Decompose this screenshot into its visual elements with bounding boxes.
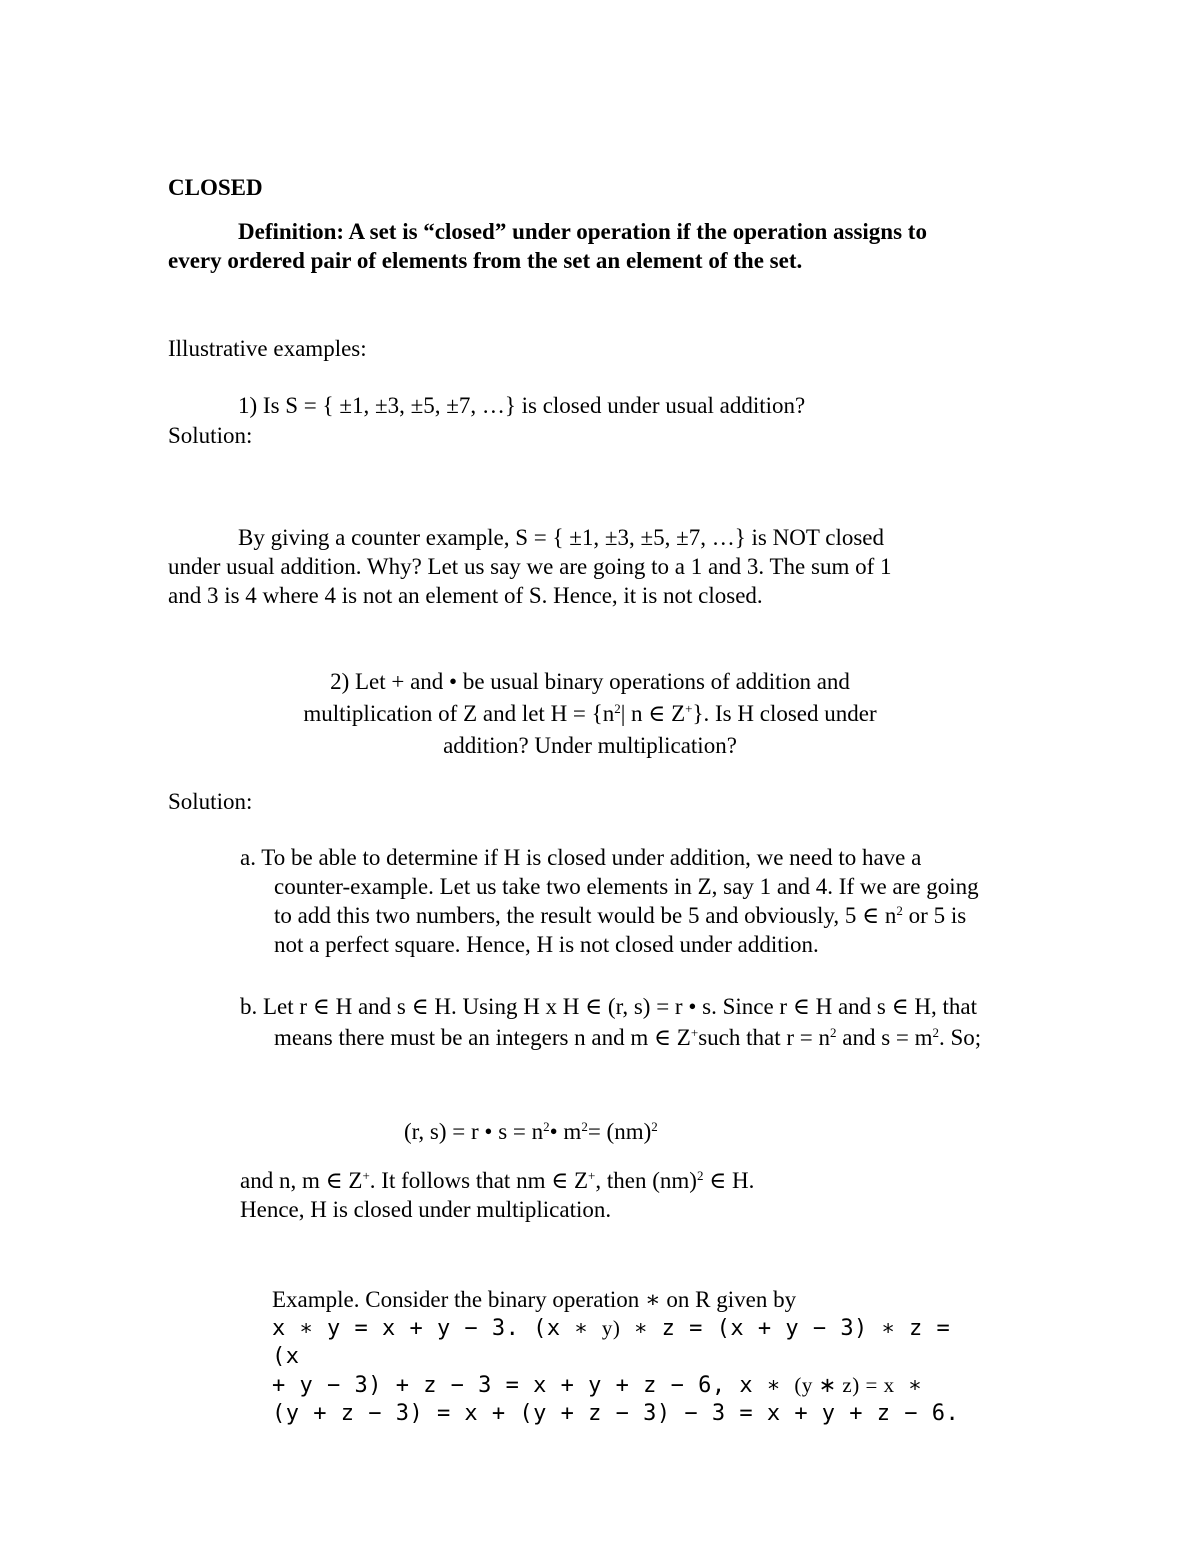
- example3-math-line1: x ∗ y = x + y − 3. (x ∗ y) ∗ z = (x + y − 3) ∗ z = (x: [272, 1316, 951, 1369]
- example2-conclusion-line2: Hence, H is closed under multiplication.: [240, 1197, 612, 1222]
- illustrative-heading: Illustrative examples:: [168, 336, 367, 361]
- example2-part-b: b. Let r ∈ H and s ∈ H. Using H x H ∈ (r, s) = r • s. Since r ∈ H and s ∈ H, that means there must be an integers n and m ∈ Z+such that $r = n^2$ and $s = m^2$. So;: [240, 994, 982, 1050]
- example1-question: 1) Is S = { ±1, ±3, ±5, ±7, …} is closed under usual addition?: [238, 393, 806, 418]
- example2-question-line2: multiplication of Z and let $H = \{n^2|$ n ∈ Z+}. Is H closed under: [303, 701, 877, 726]
- page-title: CLOSED: [168, 175, 263, 200]
- example3-math-line2: + y − 3) + z − 3 = x + y + z − 6, x ∗ (y ∗ z) = x ∗: [272, 1373, 923, 1398]
- example1-solution-label: Solution:: [168, 423, 253, 448]
- example2-part-a: a. To be able to determine if H is closed under addition, we need to have a counter-example. Let us take two elements in Z, say 1 and 4. If we are going to add this two numbers, the result would be 5 and obviously, 5 ∈ $n^2$ or 5 is not a perfect square. Hence, H is not closed under addition.: [240, 845, 979, 957]
- example2-equation: (r, s) = r • $s = n^2•$ $m^2= (nm)^2$: [404, 1119, 658, 1144]
- example3-intro: Example. Consider the binary operation ∗ on R given by: [272, 1287, 797, 1312]
- example2-question-line3: addition? Under multiplication?: [443, 733, 737, 758]
- example1-answer: By giving a counter example, S = { ±1, ±3, ±5, ±7, …} is NOT closed under usual addition. Why? Let us say we are going to a 1 and 3. The sum of 1 and 3 is 4 where 4 is not an element of S. Hence, it is not closed.: [168, 525, 892, 608]
- example2-question: [200, 667, 980, 760]
- example2-conclusion-line1: and n, m ∈ Z+. It follows that nm ∈ Z+, then (nm)$^2$ ∈ H.: [240, 1168, 755, 1193]
- example2-question-line1: 2) Let + and • be usual binary operations of addition and: [330, 669, 850, 694]
- example3: [272, 1285, 972, 1428]
- example3-math-line3: (y + z − 3) = x + (y + z − 3) − 3 = x + y + z − 6.: [272, 1401, 960, 1426]
- example2-solution-label: Solution:: [168, 789, 253, 814]
- example2-conclusion: [240, 1166, 965, 1224]
- definition-text: Definition: A set is “closed” under operation if the operation assigns to every ordered pair of elements from the set an element of the set.: [168, 219, 927, 273]
